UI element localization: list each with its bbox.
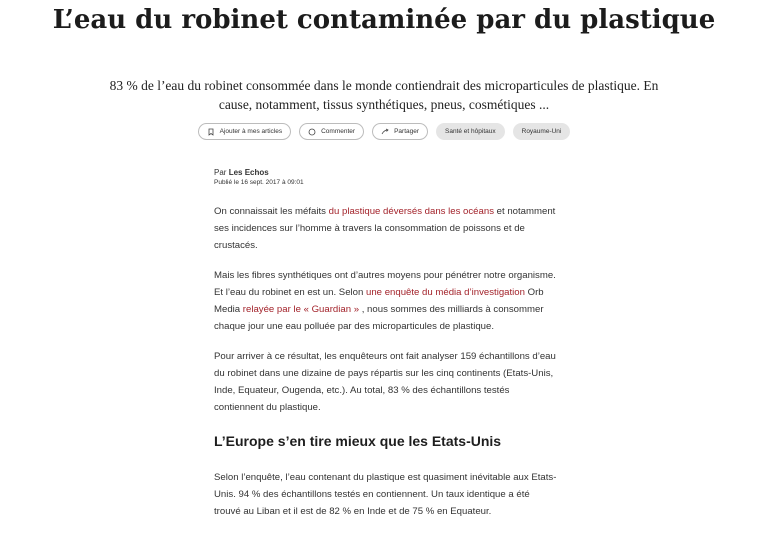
paragraph-2-text-end: , nous sommes des milliards à consommer chaque jour une eau polluée par des microparticules de plastique. [214, 304, 544, 332]
paragraph-4: Selon l’enquête, l’eau contenant du plastique est quasiment inévitable aux Etats-Unis. 94 % des échantillons testés en contiennent. Un taux identique a été trouvé au Liban et il est de 82 % en Inde et de 75 % en Equateur. [214, 472, 557, 517]
paragraph-2-text-mid: Orb Media [214, 287, 544, 315]
comment-bubble-icon [308, 128, 316, 136]
paragraph-3: Pour arriver à ce résultat, les enquêteurs ont fait analyser 159 échantillons d’eau du robinet dans une dizaine de pays répartis sur les cinq continents (Etats-Unis, Inde, Equateur, Ougenda, etc.). Au total, 83 % des échantillons testés contiennent du plastique. [214, 351, 556, 413]
paragraph-1-text: On connaissait les méfaits [214, 206, 329, 217]
paragraph-1-text-end: et notamment ses incidences sur l’homme à travers la consommation de poissons et de crustacés. [214, 206, 556, 251]
paragraph-2 [214, 267, 559, 335]
paragraph-2-text: Mais les fibres synthétiques ont d’autres moyens pour pénétrer notre organisme. Et l’eau du robinet en est un. Selon [214, 270, 556, 298]
publish-date: Publié le 16 sept. 2017 à 09:01 [214, 179, 304, 186]
save-article-button[interactable] [198, 123, 292, 140]
article-actions [0, 123, 768, 140]
oceans-plastic-link[interactable]: du plastique déversés dans les océans [328, 206, 494, 217]
article-lede: 83 % de l’eau du robinet consommée dans le monde contiendrait des microparticules de plastique. En cause, notamment, tissus synthétiques, pneus, cosmétiques ... [109, 78, 659, 112]
bookmark-icon [207, 128, 215, 136]
share-icon [381, 128, 389, 136]
paragraph-1 [214, 203, 559, 254]
author-prefix: Par [214, 168, 227, 177]
byline [214, 167, 304, 188]
share-button[interactable] [372, 123, 428, 140]
save-article-label: Ajouter à mes articles [219, 128, 283, 135]
guardian-link[interactable]: relayée par le « Guardian » [242, 304, 360, 315]
author-name[interactable]: Les Echos [228, 168, 269, 177]
article-body [214, 203, 559, 533]
investigation-link[interactable]: une enquête du média d’investigation [366, 287, 525, 298]
tag-sante-hopitaux[interactable]: Santé et hôpitaux [436, 123, 505, 140]
article-headline: L’eau du robinet contaminée par du plastique [52, 5, 716, 35]
share-label: Partager [394, 128, 420, 135]
author-line [214, 167, 304, 178]
comment-label: Commenter [321, 128, 356, 135]
tag-royaume-uni[interactable]: Royaume-Uni [513, 123, 571, 140]
comment-button[interactable] [299, 123, 364, 140]
article-subheading: L’Europe s’en tire mieux que les Etats-Unis [214, 433, 502, 449]
